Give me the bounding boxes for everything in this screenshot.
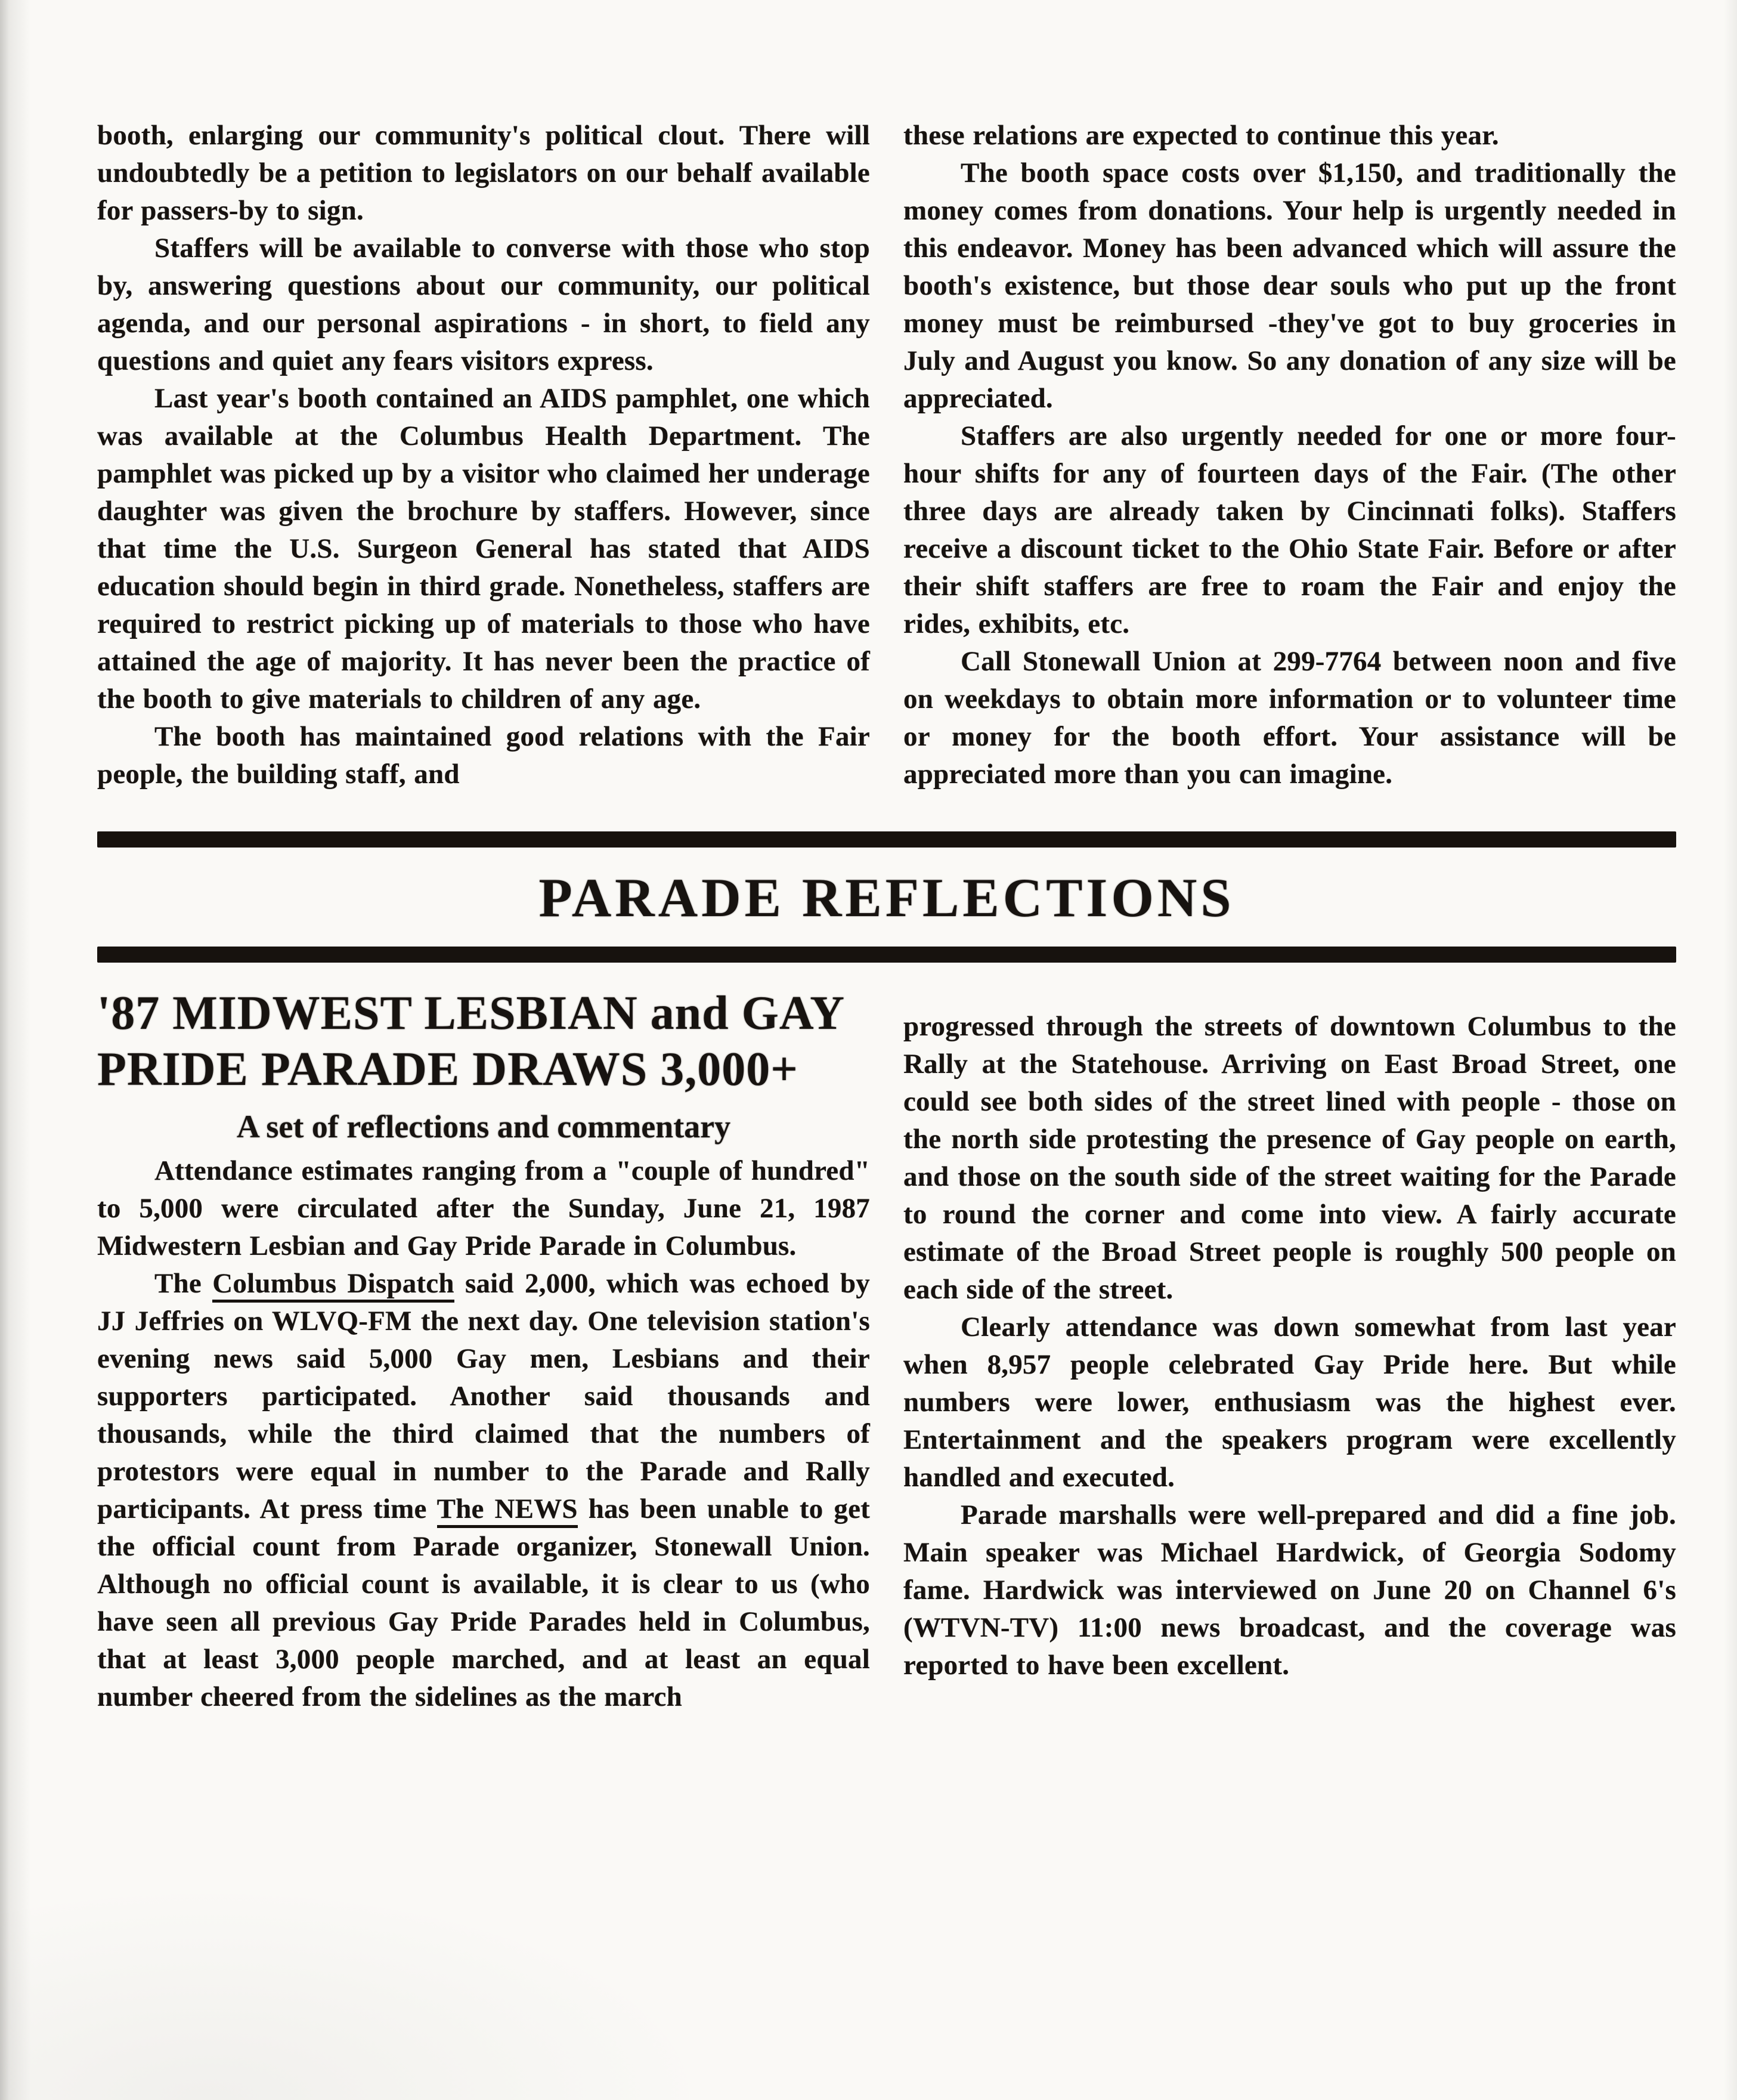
publication-name-the-news: The NEWS — [437, 1493, 578, 1528]
article-headline — [97, 985, 870, 1097]
parade-article — [97, 985, 1676, 1716]
top-right-column — [903, 117, 1676, 793]
section-divider-rule-bottom — [97, 947, 1676, 963]
article-subhead: A set of reflections and commentary — [236, 1109, 731, 1145]
fair-booth-article-continuation — [97, 117, 1676, 793]
body-paragraph: progressed through the streets of downtown Columbus to the Rally at the Statehouse. Arriving on East Broad Street, one could see both sides of the street lined with people - those on the north side protesting the presence of Gay people on earth, and those on the south side of the street waiting for the Parade to round the corner and come into view. A fairly accurate estimate of the Broad Street people is roughly 500 people on each side of the street. — [903, 1011, 1676, 1305]
headline-line-2: PRIDE PARADE DRAWS 3,000+ — [97, 1043, 798, 1096]
body-paragraph: Staffers are also urgently needed for one or more four-hour shifts for any of fourteen days of the Fair. (The other three days are already taken by Cincinnati folks). Staffers receive a discount ticket to the Ohio State Fair. Before or after their shift staffers are free to roam the Fair and enjoy the rides, exhibits, etc. — [903, 420, 1676, 639]
bottom-left-column — [97, 985, 870, 1716]
text-segment: The — [154, 1268, 213, 1299]
body-paragraph: Last year's booth contained an AIDS pamphlet, one which was available at the Columbus Health Department. The pamphlet was picked up by a visitor who claimed her underage daughter was given the brochure by staffers. However, since that time the U.S. Surgeon General has stated that AIDS education should begin in third grade. Nonetheless, staffers are required to restrict picking up of materials to those who have attained the age of majority. It has never been the practice of the booth to give materials to children of any age. — [97, 383, 870, 715]
body-paragraph: Attendance estimates ranging from a "couple of hundred" to 5,000 were circulated after the Sunday, June 21, 1987 Midwestern Lesbian and Gay Pride Parade in Columbus. — [97, 1155, 870, 1261]
section-divider-rule-top — [97, 831, 1676, 848]
bottom-right-column — [903, 985, 1676, 1716]
body-paragraph: Clearly attendance was down somewhat from last year when 8,957 people celebrated Gay Pride here. But while numbers were lower, enthusiasm was the highest ever. Entertainment and the speakers program were excellently handled and executed. — [903, 1312, 1676, 1493]
top-left-column — [97, 117, 870, 793]
body-paragraph: Staffers will be available to converse with those who stop by, answering questions about our community, our political agenda, and our personal aspirations - in short, to field any questions and quiet any fears visitors express. — [97, 233, 870, 376]
body-paragraph: booth, enlarging our community's political clout. There will undoubtedly be a petition to legislators on our behalf available for passers-by to sign. — [97, 120, 870, 226]
publication-name-columbus-dispatch: Columbus Dispatch — [212, 1268, 454, 1303]
body-paragraph: The booth space costs over $1,150, and traditionally the money comes from donations. Your help is urgently needed in this endeavor. Money has been advanced which will assure the booth's existence, but those dear souls who put up the front money must be reimbursed -they've got to buy groceries in July and August you know. So any donation of any size will be appreciated. — [903, 157, 1676, 414]
body-paragraph: Call Stonewall Union at 299-7764 between noon and five on weekdays to obtain more information or to volunteer time or money for the booth effort. Your assistance will be appreciated more than you can imagine. — [903, 646, 1676, 790]
section-header: PARADE REFLECTIONS — [538, 867, 1235, 928]
text-segment: said 2,000, which was echoed by JJ Jeffries on WLVQ-FM the next day. One television station's evening news said 5,000 Gay men, Lesbians and their supporters participated. Another said thousands and thousands, while the third claimed that the numbers of protestors were equal in number to the Parade and Rally participants. At press time — [97, 1268, 870, 1524]
text-segment: has been unable to get the official count from Parade organizer, Stonewall Union. Although no official count is available, it is clear to us (who have seen all previous Gay Pride Parades held in Columbus, that at least 3,000 people marched, and at least an equal number cheered from the sidelines as the march — [97, 1493, 870, 1712]
body-paragraph: Parade marshalls were well-prepared and did a fine job. Main speaker was Michael Hardwick, of Georgia Sodomy fame. Hardwick was interviewed on June 20 on Channel 6's (WTVN-TV) 11:00 news broadcast, and the coverage was reported to have been excellent. — [903, 1499, 1676, 1681]
body-paragraph: The booth has maintained good relations with the Fair people, the building staff, and — [97, 721, 870, 790]
headline-line-1: '87 MIDWEST LESBIAN and GAY — [97, 987, 846, 1040]
body-paragraph: these relations are expected to continue this year. — [903, 120, 1499, 151]
page-content — [97, 117, 1676, 1716]
body-paragraph — [97, 1265, 870, 1716]
